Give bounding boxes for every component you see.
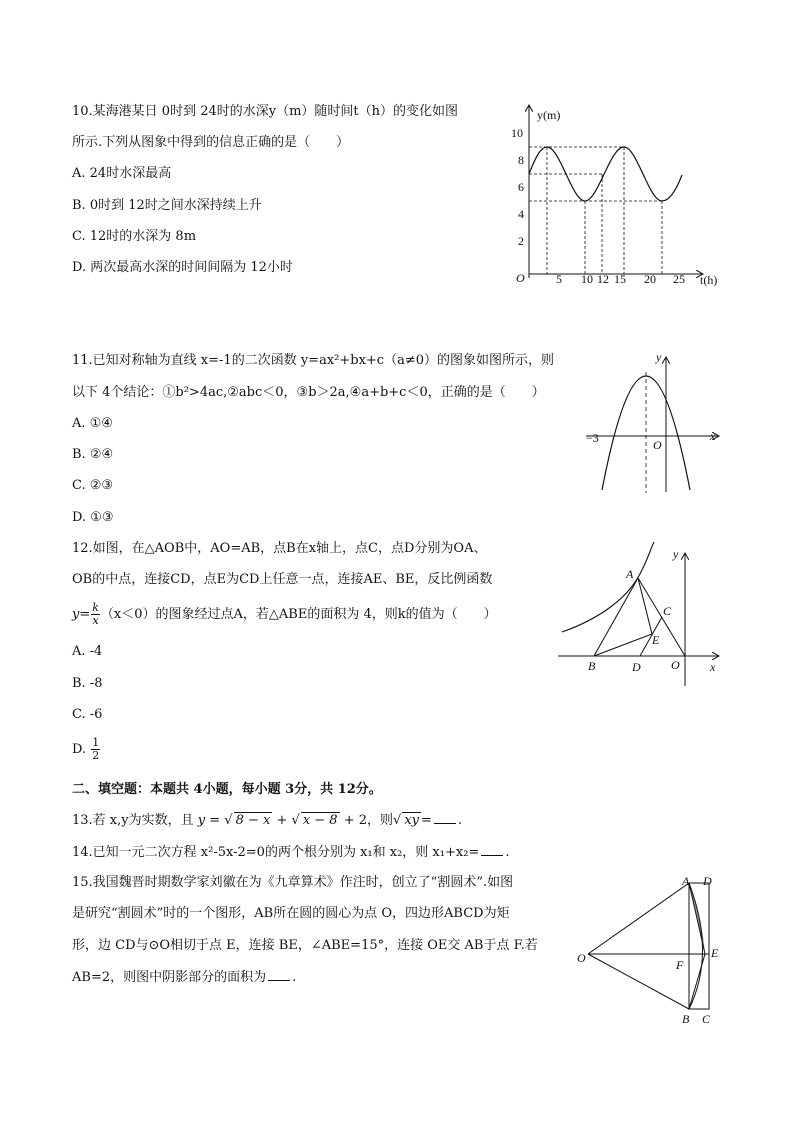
q11-origin-label: O [653, 438, 662, 452]
q10-water-depth-graph [510, 100, 740, 290]
q10-x-tick: 25 [673, 272, 685, 286]
q12-stem-line1: 12.如图，在△AOB中，AO=AB，点B在x轴上，点C，点D分别为OA、 [72, 541, 487, 556]
q12-frac-num: k [92, 601, 99, 614]
q10-y-axis-label: y(m) [537, 108, 561, 122]
q10-x-tick: 10 [581, 272, 593, 286]
q12-stem-tail: （x＜0）的图象经过点A，若△ABE的面积为 4，则k的值为（ ） [100, 607, 497, 622]
q10-y-tick: 6 [518, 180, 524, 194]
q13-sqrt-symbol-3: √ [393, 813, 402, 828]
q11-stem-line2: 以下 4个结论：①b²>4ac,②abc＜0，③b＞2a,④a+b+c＜0，正确的是（ ） [72, 385, 545, 400]
q10-y-tick: 10 [511, 126, 523, 140]
q13-plus-1: + [272, 813, 292, 828]
q12-label-b: B [588, 659, 596, 673]
q10-x-axis-label: t(h) [700, 273, 718, 287]
q13-radicand-3: xy [404, 813, 420, 828]
q12-option-d-label: D. [72, 742, 87, 757]
q12-option-b: B. -8 [72, 676, 103, 691]
q15-line4-text: AB=2，则图中阴影部分的面积为 [72, 970, 267, 985]
q13-equals: = [421, 813, 432, 828]
q15-label-c: C [702, 1012, 711, 1026]
q10-x-tick: 5 [556, 272, 562, 286]
q15-stem-line1: 15.我国魏晋时期数学家刘徽在为《九章算术》作注时，创立了“割圆术”.如图 [72, 875, 514, 890]
q12-option-a: A. -4 [72, 644, 103, 659]
q10-option-d: D. 两次最高水深的时间间隔为 12小时 [72, 260, 293, 275]
q11-option-b: B. ②④ [72, 447, 114, 462]
q13-radicand-2: x − 8 [302, 813, 338, 828]
section-fill-in-heading: 二、填空题：本题共 4小题，每小题 3分，共 12分。 [72, 782, 382, 797]
q10-option-b: B. 0时到 12时之间水深持续上升 [72, 198, 262, 213]
q12-frac-den: x [92, 614, 99, 627]
q11-option-a: A. ①④ [72, 416, 113, 431]
q11-option-c: C. ②③ [72, 478, 114, 493]
q10-option-c: C. 12时的水深为 8m [72, 229, 197, 244]
q12-stem-line3 [72, 602, 497, 627]
q15-stem-line4 [72, 968, 296, 987]
q13-answer-blank[interactable] [434, 811, 456, 824]
q15-stem-line2: 是研究“割圆术”时的一个图形，AB所在圆的圆心为点 O，四边形ABCD为矩 [72, 906, 510, 921]
q12-label-y: y [673, 547, 679, 561]
q12-d-num: 1 [92, 736, 100, 749]
q13-sqrt-symbol-2: √ [291, 813, 300, 828]
q10-x-tick: 20 [644, 272, 656, 286]
q10-option-a: A. 24时水深最高 [72, 166, 172, 181]
q12-label-x: x [710, 660, 716, 674]
q10-stem-line1: 10.某海港某日 0时到 24时的水深y（m）随时间t（h）的变化如图 [72, 104, 459, 119]
q15-answer-blank[interactable] [268, 968, 290, 981]
q11-y-axis-label: y [656, 350, 662, 364]
q12-label-c: C [663, 604, 672, 618]
q11-parabola-graph [580, 348, 730, 498]
q14-pre: 14.已知一元二次方程 x²-5x-2=0的两个根分别为 x₁和 x₂，则 x₁+x₂= [72, 845, 480, 860]
q13-pre: 13.若 x,y为实数，且 [72, 813, 194, 828]
q11-x-axis-label: x [710, 429, 716, 443]
q14-stem [72, 843, 509, 862]
q12-option-d [72, 737, 101, 762]
q13-radicand-1: 8 − x [235, 813, 271, 828]
q13-end: . [457, 813, 463, 828]
q15-stem-line3: 形，边 CD与⊙O相切于点 E，连接 BE，∠ABE=15°，连接 OE交 AB于点 F.若 [72, 938, 538, 953]
q10-y-tick: 2 [518, 234, 524, 248]
q10-origin-label: O [516, 271, 525, 285]
q15-end: . [292, 970, 297, 985]
q13-eq-y: y = [197, 813, 225, 828]
q12-stem-line2: OB的中点，连接CD，点E为CD上任意一点，连接AE、BE，反比例函数 [72, 572, 493, 587]
q15-label-o: O [577, 951, 586, 965]
q13-mid: ，则 [367, 813, 394, 828]
q12-option-c: C. -6 [72, 707, 103, 722]
q12-fraction-k-over-x [91, 602, 100, 627]
q14-end: . [505, 845, 510, 860]
q13-stem [72, 811, 462, 830]
q12-label-d: D [632, 660, 641, 674]
q12-d-den: 2 [92, 749, 100, 762]
q12-triangle-figure [556, 540, 726, 675]
q10-y-tick: 4 [518, 207, 524, 221]
q15-label-b: B [682, 1012, 690, 1026]
q10-stem-line2: 所示.下列从图象中得到的信息正确的是（ ） [72, 135, 350, 150]
q11-option-d: D. ①③ [72, 510, 114, 525]
q15-label-a: A [682, 874, 690, 888]
q15-label-f: F [676, 958, 684, 972]
q10-y-tick: 8 [518, 153, 524, 167]
q15-label-d: D [703, 874, 712, 888]
q14-answer-blank[interactable] [481, 843, 503, 856]
q11-tick-label: −3 [586, 431, 599, 445]
q12-label-o: O [671, 658, 680, 672]
q12-y-equals: y= [72, 607, 91, 622]
q13-sqrt-symbol-1: √ [224, 813, 233, 828]
q12-option-d-fraction [91, 737, 100, 762]
q15-label-e: E [711, 946, 719, 960]
q11-stem-line1: 11.已知对称轴为直线 x=-1的二次函数 y=ax²+bx+c（a≠0）的图象如图所示，则 [72, 353, 554, 368]
q13-plus-2: + 2 [339, 813, 368, 828]
q10-x-tick: 15 [614, 272, 626, 286]
q12-label-e: E [652, 633, 660, 647]
q15-circle-cutting-figure [574, 872, 734, 1032]
q12-label-a: A [626, 567, 634, 581]
q10-x-tick: 12 [597, 272, 609, 286]
